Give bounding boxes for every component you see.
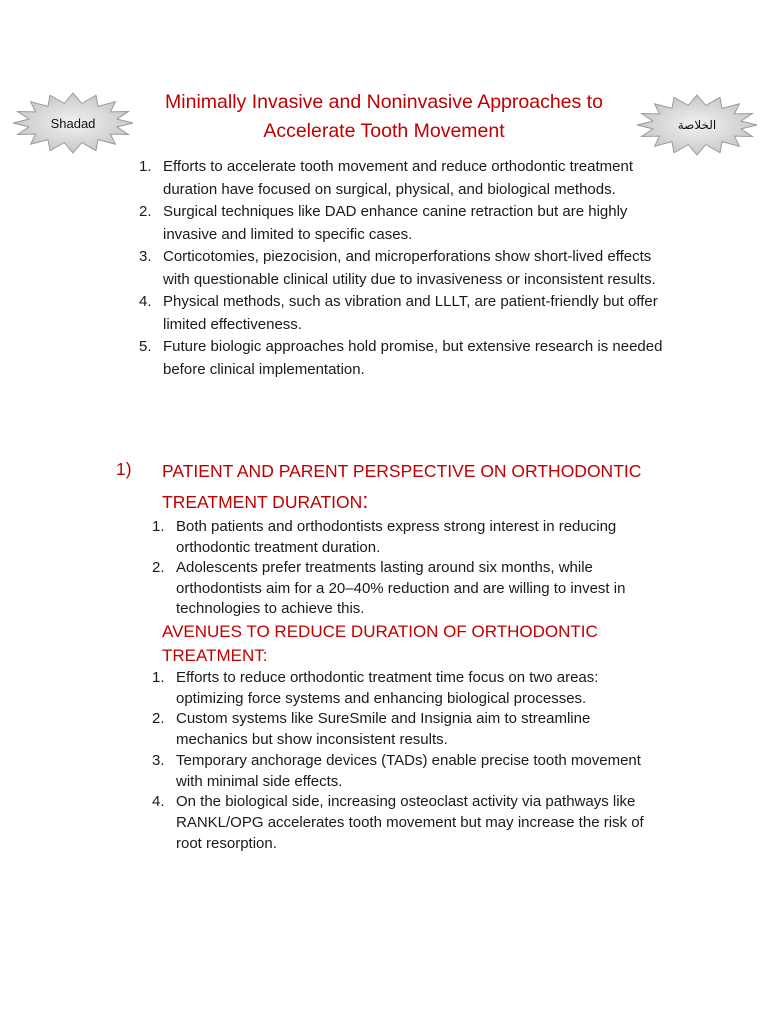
- list-number: 2.: [152, 559, 165, 577]
- summary-badge: [636, 94, 758, 156]
- section-heading: [162, 457, 662, 517]
- subsection-heading: AVENUES TO REDUCE DURATION OF ORTHODONTIC TREATMENT:: [162, 622, 598, 665]
- document-title: [130, 88, 638, 146]
- list-item: [152, 792, 666, 854]
- list-item: [139, 336, 663, 381]
- list-text: Custom systems like SureSmile and Insignia aim to streamline mechanics but show inconsistent results.: [176, 710, 591, 749]
- list-number: 1.: [152, 518, 165, 535]
- summary-badge-label: الخلاصة: [677, 118, 717, 132]
- list-number: 2.: [139, 203, 152, 220]
- list-item: [139, 291, 663, 336]
- list-number: 4.: [139, 293, 152, 310]
- section-heading-colon: :: [362, 488, 369, 513]
- list-text: Corticotomies, piezocision, and microperforations show short-lived effects with questionable clinical utility due to invasiveness or inconsistent results.: [163, 248, 656, 288]
- list-text: Both patients and orthodontists express strong interest in reducing orthodontic treatment duration.: [176, 518, 617, 556]
- list-number: 1.: [152, 669, 165, 686]
- list-text: Adolescents prefer treatments lasting around six months, while orthodontists aim for a 20–40% reduction and are willing to invest in technologies to achieve this.: [176, 559, 626, 618]
- list-number: 3.: [139, 248, 152, 265]
- list-text: Temporary anchorage devices (TADs) enable precise tooth movement with minimal side effects.: [176, 751, 641, 790]
- list-text: Efforts to reduce orthodontic treatment time focus on two areas: optimizing force systems and enhancing biological processes.: [176, 669, 599, 707]
- author-badge-label: Shadad: [50, 115, 96, 131]
- title-line-2: Accelerate Tooth Movement: [263, 120, 505, 142]
- title-line-1: Minimally Invasive and Noninvasive Approaches to: [165, 91, 603, 113]
- list-number: 5.: [139, 338, 152, 355]
- list-text: Future biologic approaches hold promise, but extensive research is needed before clinical implementation.: [163, 338, 663, 378]
- section-number: 1): [116, 459, 132, 479]
- list-item: [152, 668, 666, 709]
- author-badge: [12, 92, 134, 154]
- list-text: Physical methods, such as vibration and LLLT, are patient-friendly but offer limited effectiveness.: [163, 293, 658, 333]
- perspective-list: [152, 517, 666, 620]
- list-item: [152, 709, 666, 750]
- list-item: [139, 156, 663, 201]
- avenues-list: [152, 668, 666, 854]
- list-item: [152, 751, 666, 792]
- list-item: [139, 201, 663, 246]
- list-number: 1.: [139, 158, 152, 175]
- list-item: [139, 246, 663, 291]
- list-text: Surgical techniques like DAD enhance canine retraction but are highly invasive and limited to specific cases.: [163, 203, 628, 243]
- section-heading-text: PATIENT AND PARENT PERSPECTIVE ON ORTHODONTIC TREATMENT DURATION: [162, 461, 642, 512]
- list-item: [152, 558, 666, 620]
- list-text: Efforts to accelerate tooth movement and reduce orthodontic treatment duration have focused on surgical, physical, and biological methods.: [163, 158, 633, 198]
- list-number: 2.: [152, 710, 165, 728]
- list-text: On the biological side, increasing osteoclast activity via pathways like RANKL/OPG accelerates tooth movement but may increase the risk of root resorption.: [176, 793, 644, 852]
- list-number: 4.: [152, 793, 165, 811]
- summary-list: [139, 156, 663, 381]
- list-number: 3.: [152, 751, 165, 769]
- list-item: [152, 517, 666, 558]
